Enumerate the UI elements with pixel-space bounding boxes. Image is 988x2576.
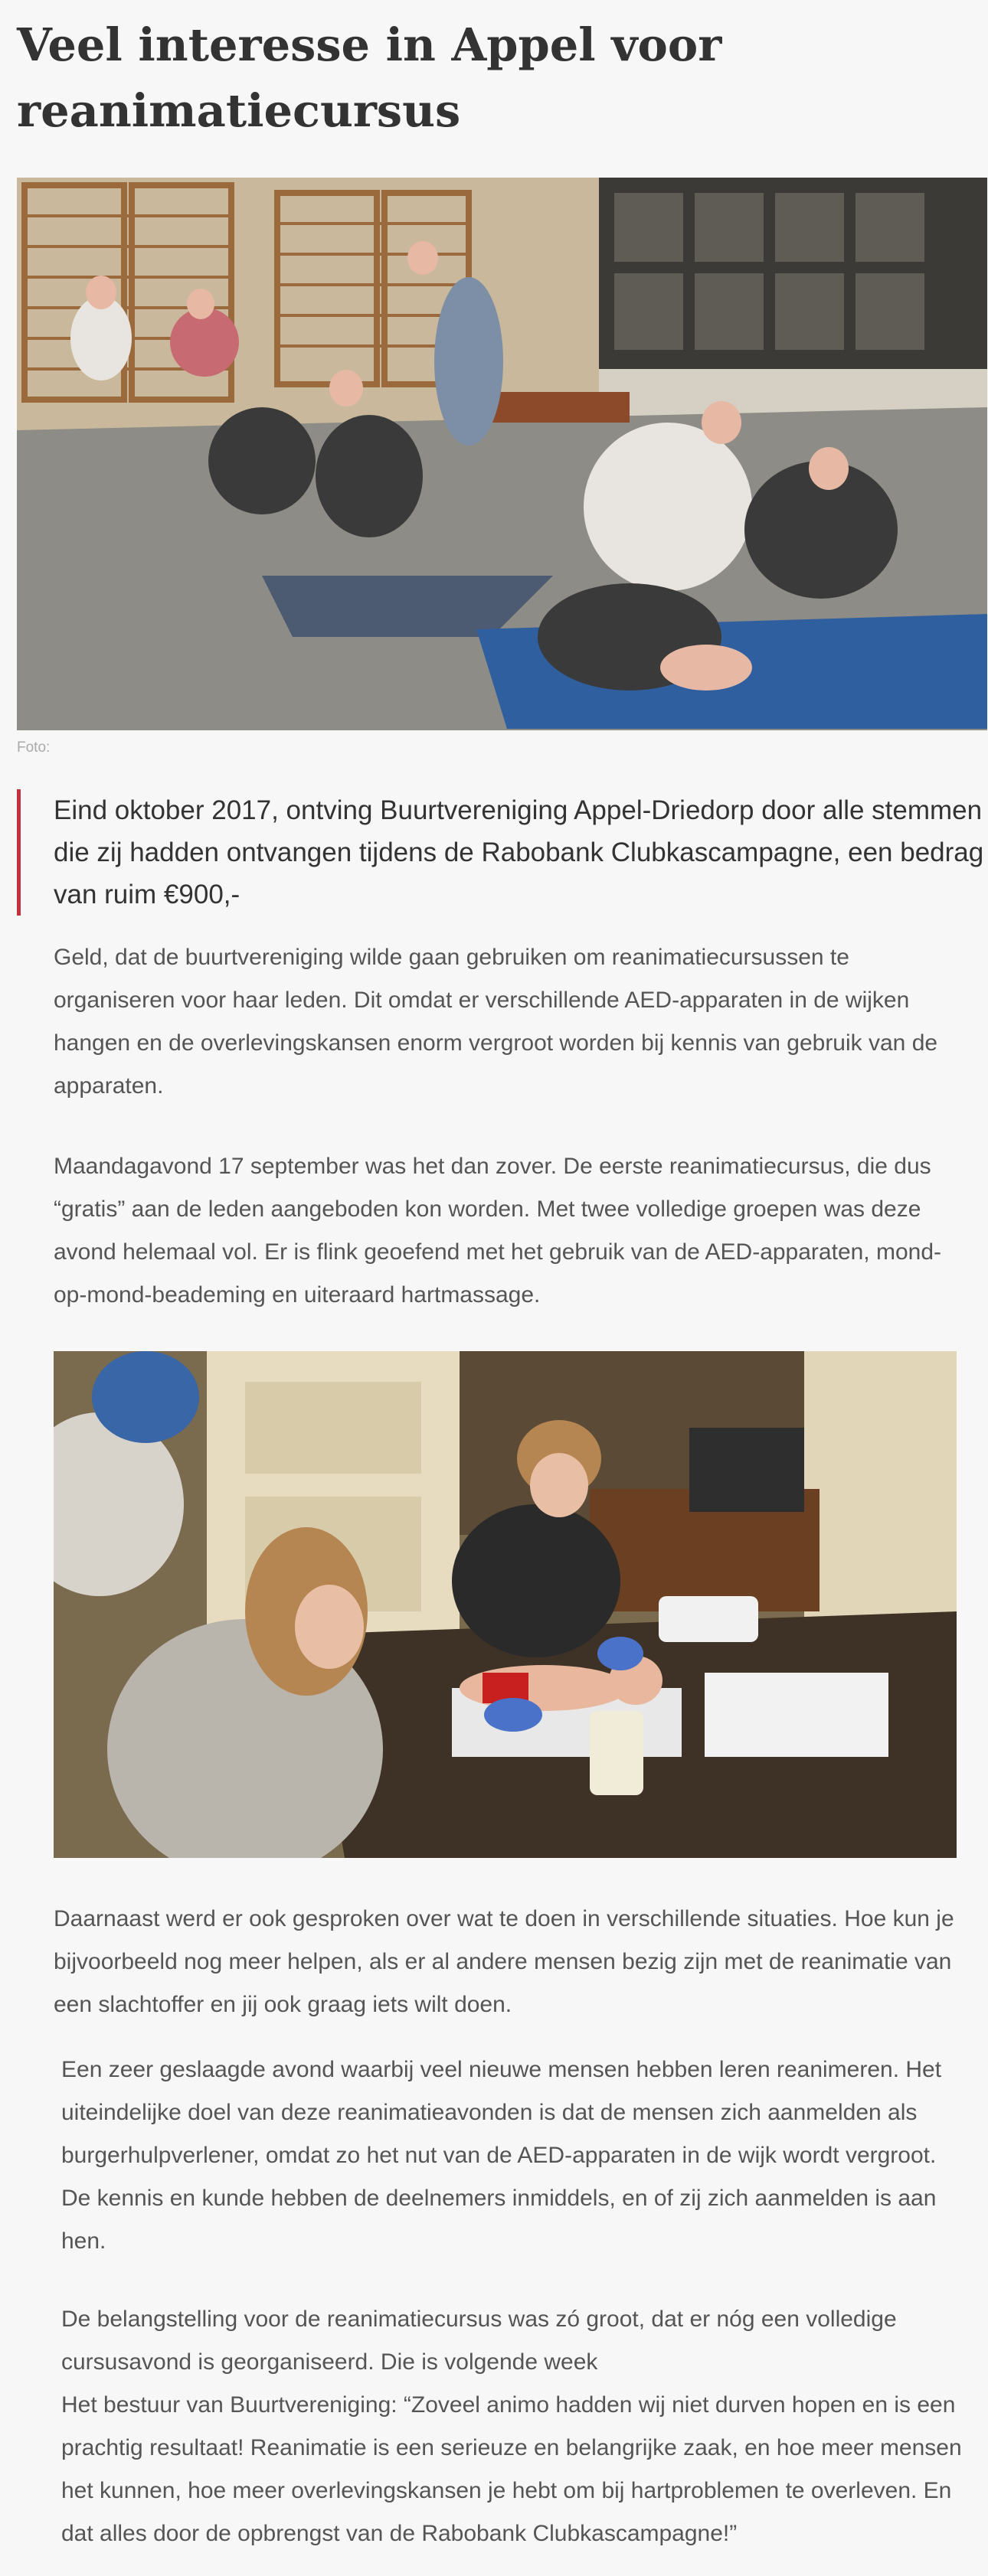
article-lead: Eind oktober 2017, ontving Buurtvereniging Appel-Driedorp door alle stemmen die zij hadden ontvangen tijdens de Rabobank Clubkascampagne, een bedrag van ruim €900,- [17,789,988,916]
article-paragraph: Geld, dat de buurtvereniging wilde gaan gebruiken om reanimatiecursussen te organiseren voor haar leden. Dit omdat er verschillende AED-apparaten in de wijken hangen en de overlevingskansen enorm vergroot worden bij kennis van gebruik van de apparaten. [54,945,938,1099]
photo-caption: Foto: [17,739,51,756]
article-title: Veel interesse in Appel voor reanimatiecursus [17,18,722,137]
article-paragraph: Een zeer geslaagde avond waarbij veel nieuwe mensen hebben leren reanimeren. Het uiteindelijke doel van deze reanimatieavonden is dat de mensen zich aanmelden als burgerhulpverlener, omdat zo het nut van de AED-apparaten in de wijk wordt vergroot. De kennis en kunde hebben de deelnemers inmiddels, en of zij zich aanmelden is aan hen. [61,2057,942,2254]
article-paragraph: Daarnaast werd er ook gesproken over wat te doen in verschillende situaties. Hoe kun je bijvoorbeeld nog meer helpen, als er al andere mensen bezig zijn met de reanimatie van een slachtoffer en jij ook graag iets wilt doen. [54,1906,954,2017]
article-paragraph: Maandagavond 17 september was het dan zover. De eerste reanimatiecursus, die dus “gratis” aan de leden aangeboden kon worden. Met twee volledige groepen was deze avond helemaal vol. Er is flink geoefend met het gebruik van de AED-apparaten, mond-op-mond-beademing en uiteraard hartmassage. [54,1154,942,1308]
article-photo-baby-cpr-training [54,1351,957,1858]
article-photo-gym-cpr-training [17,178,987,730]
closing-line-board-quote: Het bestuur van Buurtvereniging: “Zoveel animo hadden wij niet durven hopen en is een prachtig resultaat! Reanimatie is een serieuze en belangrijke zaak, en hoe meer mensen het kunnen, hoe meer overlevingskansen je hebt om bij hartproblemen te overleven. En dat alles door de opbrengst van de Rabobank Clubkascampagne!” [61,2392,962,2546]
article-closing [61,2298,965,2555]
closing-line-followup: De belangstelling voor de reanimatiecursus was zó groot, dat er nóg een volledige cursusavond is georganiseerd. Die is volgende week [61,2307,897,2375]
